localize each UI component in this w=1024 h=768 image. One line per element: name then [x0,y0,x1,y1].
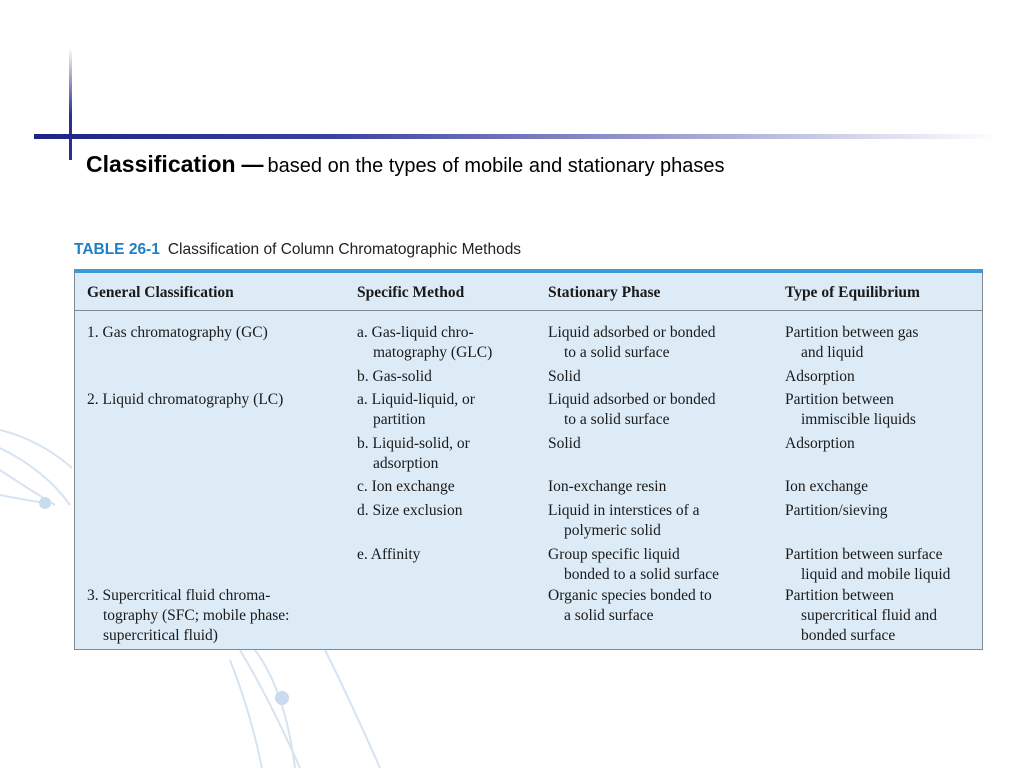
cell-line: matography (GLC) [373,344,493,361]
cell-line: tography (SFC; mobile phase: [103,607,290,624]
header-specific-method: Specific Method [357,284,465,301]
cell-line: to a solid surface [564,411,670,428]
cell-specific-method [357,434,470,474]
cell-line: Partition between gas [785,324,919,341]
cell-type-of-equilibrium [785,323,918,363]
cell-line: Group specific liquid [548,546,680,563]
cell-line: Ion exchange [785,478,869,495]
cell-line: adsorption [373,455,439,472]
cell-type-of-equilibrium [785,477,868,497]
cell-line: a solid surface [564,607,654,624]
cell-stationary-phase [548,367,581,387]
cell-line: 1. Gas chromatography (GC) [87,324,268,341]
cell-stationary-phase [548,434,581,454]
table-caption-text: Classification of Column Chromatographic Methods [167,241,522,258]
header-general-classification: General Classification [87,284,234,301]
cell-specific-method [357,477,455,497]
cell-type-of-equilibrium [785,434,855,454]
cell-specific-method [357,367,432,387]
cell-general-classification [87,586,289,646]
cell-stationary-phase [548,545,719,585]
cell-line: Ion-exchange resin [548,478,667,495]
cell-line: Solid [548,368,581,385]
cell-line: supercritical fluid) [103,627,218,644]
slide-title-dash: — [241,152,264,177]
cell-type-of-equilibrium [785,586,937,646]
cell-line: and liquid [801,344,864,361]
cell-line: to a solid surface [564,344,670,361]
cell-line: Partition/sieving [785,502,888,519]
slide-title [86,151,725,178]
cell-line: partition [373,411,426,428]
cell-line: liquid and mobile liquid [801,566,951,583]
table-caption [74,241,521,259]
cell-type-of-equilibrium [785,390,916,430]
cell-line: c. Ion exchange [357,478,455,495]
cell-line: Liquid adsorbed or bonded [548,391,716,408]
cell-line: Partition between surface [785,546,943,563]
cell-line: Solid [548,435,581,452]
cell-line: b. Liquid-solid, or [357,435,470,452]
cell-line: bonded to a solid surface [564,566,719,583]
cell-stationary-phase [548,586,712,626]
cell-specific-method [357,390,475,430]
cell-general-classification [87,323,268,343]
cell-line: Liquid adsorbed or bonded [548,324,716,341]
cell-general-classification [87,390,283,410]
table-number: TABLE 26-1 [74,241,160,258]
cell-line: e. Affinity [357,546,421,563]
cell-line: b. Gas-solid [357,368,432,385]
cell-stationary-phase [548,477,666,497]
slide-title-subtitle: based on the types of mobile and stationary phases [267,155,725,177]
header-type-of-equilibrium: Type of Equilibrium [785,284,920,301]
cell-line: Liquid in interstices of a [548,502,700,519]
cell-line: a. Liquid-liquid, or [357,391,475,408]
cell-type-of-equilibrium [785,545,950,585]
cell-line: 3. Supercritical fluid chroma- [87,587,271,604]
cell-specific-method [357,323,492,363]
cell-line: supercritical fluid and [801,607,938,624]
table-header-row [75,273,982,311]
cell-stationary-phase [548,501,700,541]
cell-line: Organic species bonded to [548,587,712,604]
cell-line: bonded surface [801,627,896,644]
cell-line: Partition between [785,587,894,604]
cell-line: d. Size exclusion [357,502,463,519]
header-stationary-phase: Stationary Phase [548,284,661,301]
cell-line: a. Gas-liquid chro- [357,324,474,341]
cell-line: 2. Liquid chromatography (LC) [87,391,284,408]
cell-line: polymeric solid [564,522,661,539]
cell-stationary-phase [548,323,715,363]
cell-type-of-equilibrium [785,367,855,387]
chromatography-table [74,269,983,650]
cell-line: immiscible liquids [801,411,916,428]
slide-title-bold: Classification [86,151,236,177]
cell-specific-method [357,501,462,521]
title-horizontal-accent-bar [34,134,1000,139]
title-vertical-accent-bar [69,48,72,160]
cell-line: Partition between [785,391,894,408]
cell-line: Adsorption [785,435,855,452]
cell-specific-method [357,545,420,565]
cell-type-of-equilibrium [785,501,887,521]
cell-stationary-phase [548,390,715,430]
cell-line: Adsorption [785,368,855,385]
